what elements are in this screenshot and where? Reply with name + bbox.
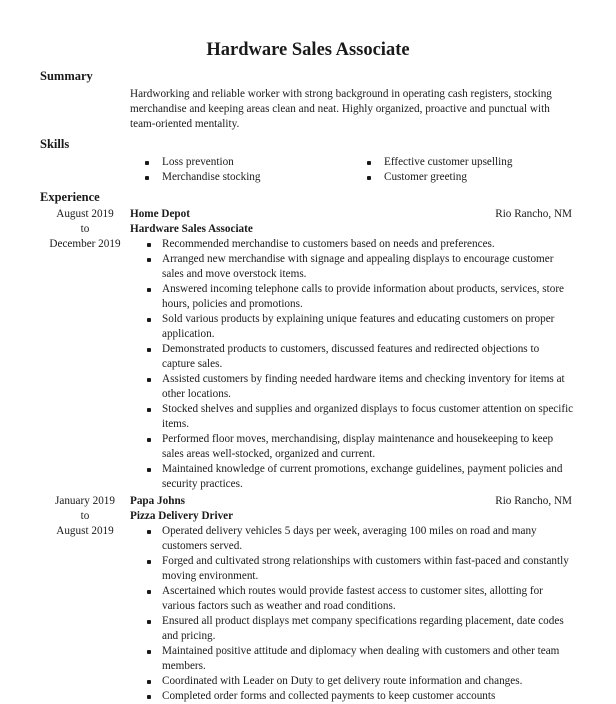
skill-item: Merchandise stocking <box>130 170 352 185</box>
job-bullets <box>162 524 574 704</box>
summary-text: Hardworking and reliable worker with strong background in operating cash registers, stocking merchandise and keeping areas clean and neat. Highly organized, proactive and punctual with team-oriented mentality. <box>130 88 552 130</box>
company-name: Papa Johns <box>130 495 186 507</box>
list-item: Maintained knowledge of current promotions, exchange guidelines, payment policies and security practices. <box>162 462 574 492</box>
list-item: Maintained positive attitude and diplomacy when dealing with customers and other team members. <box>162 644 574 674</box>
start-date: January 2019 <box>55 495 115 507</box>
job-position: Hardware Sales Associate <box>130 223 253 235</box>
list-item: Recommended merchandise to customers based on needs and preferences. <box>162 237 574 252</box>
job-dates <box>40 207 130 252</box>
skill-item: Loss prevention <box>130 155 352 170</box>
experience-heading: Experience <box>40 190 100 204</box>
list-item: Forged and cultivated strong relationships with customers within fast-paced and constantly moving environment. <box>162 554 574 584</box>
list-item: Demonstrated products to customers, discussed features and redirected objections to capture sales. <box>162 342 574 372</box>
job-position: Pizza Delivery Driver <box>130 510 234 522</box>
summary-heading: Summary <box>40 69 93 83</box>
date-separator: to <box>80 223 90 235</box>
list-item: Arranged new merchandise with signage and appealing displays to encourage customer sales and move overstock items. <box>162 252 574 282</box>
list-item: Assisted customers by finding needed hardware items and checking inventory for items at other locations. <box>162 372 574 402</box>
list-item: Stocked shelves and supplies and organized displays to focus customer attention on specific items. <box>162 403 574 430</box>
job-dates <box>40 494 130 539</box>
skills-list <box>130 155 570 185</box>
skill-item: Customer greeting <box>352 170 562 185</box>
date-separator: to <box>80 510 90 522</box>
list-item: Ascertained which routes would provide fastest access to customer sites, allotting for various factors such as weather and road conditions. <box>162 584 574 614</box>
job-location: Rio Rancho, NM <box>495 495 572 507</box>
job-bullets <box>162 237 574 492</box>
job-location: Rio Rancho, NM <box>495 208 572 220</box>
list-item: Operated delivery vehicles 5 days per week, averaging 100 miles on road and many customers served. <box>162 524 574 554</box>
list-item: Completed order forms and collected payments to keep customer accounts <box>162 689 574 704</box>
skills-heading: Skills <box>40 137 70 151</box>
start-date: August 2019 <box>56 208 114 220</box>
list-item: Answered incoming telephone calls to provide information about products, services, store hours, policies and promotions. <box>162 282 574 312</box>
company-name: Home Depot <box>130 208 190 220</box>
resume-title: Hardware Sales Associate <box>206 40 410 60</box>
end-date: August 2019 <box>56 525 114 537</box>
list-item: Coordinated with Leader on Duty to get delivery route information and changes. <box>162 674 574 689</box>
skill-item: Effective customer upselling <box>352 155 562 170</box>
list-item: Sold various products by explaining unique features and educating customers on proper application. <box>162 312 574 342</box>
list-item: Ensured all product displays met company specifications regarding placement, date codes and pricing. <box>162 614 574 644</box>
list-item: Performed floor moves, merchandising, display maintenance and housekeeping to keep sales areas well-stocked, organized and current. <box>162 432 574 462</box>
end-date: December 2019 <box>49 238 121 250</box>
